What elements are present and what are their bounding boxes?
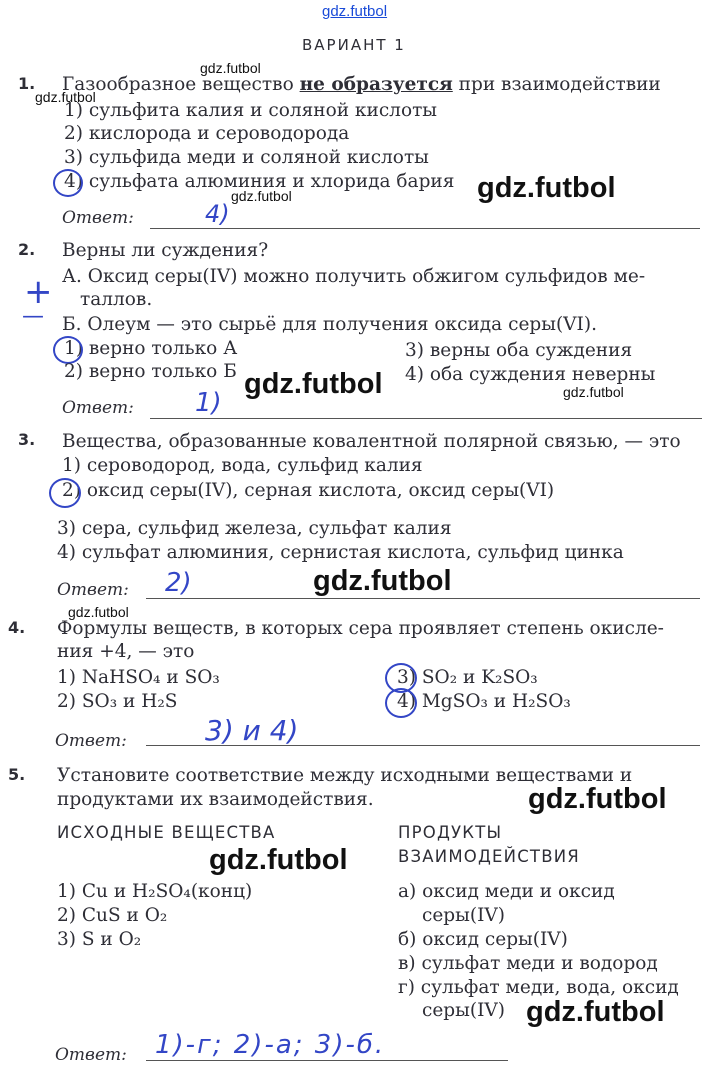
product-d: г) сульфат меди, вода, оксид bbox=[398, 977, 679, 998]
option-selected-circle bbox=[49, 478, 81, 508]
question-text-cont: ния +4, — это bbox=[57, 641, 195, 662]
question-text: Формулы веществ, в которых сера проявляет степень окисле- bbox=[57, 618, 664, 639]
reactant-2: 2) CuS и O₂ bbox=[57, 905, 168, 926]
question-text: Установите соответствие между исходными веществами и bbox=[57, 765, 633, 786]
option-4: 4) сульфат алюминия, сернистая кислота, сульфид цинка bbox=[57, 542, 624, 563]
watermark: gdz.futbol bbox=[526, 996, 665, 1028]
option-3: 3) сульфида меди и соляной кислоты bbox=[64, 147, 429, 168]
option-1: 1) сульфита калия и соляной кислоты bbox=[64, 100, 438, 121]
answer-label: Ответ: bbox=[55, 1045, 127, 1065]
handwritten-answer: 4) bbox=[205, 200, 230, 228]
watermark: gdz.futbol bbox=[563, 384, 624, 400]
option-3: 3) верны оба суждения bbox=[405, 340, 633, 361]
watermark: gdz.futbol bbox=[68, 604, 129, 620]
watermark: gdz.futbol bbox=[244, 368, 383, 400]
option-1: 1) верно только А bbox=[64, 338, 238, 359]
question-text: Верны ли суждения? bbox=[62, 240, 269, 261]
answer-line bbox=[150, 418, 702, 419]
watermark: gdz.futbol bbox=[200, 60, 261, 76]
answer-label: Ответ: bbox=[62, 398, 134, 418]
plus-mark: + bbox=[24, 272, 53, 312]
option-selected-circle bbox=[53, 169, 83, 197]
question-number: 2. bbox=[18, 240, 36, 259]
product-c: в) сульфат меди и водород bbox=[398, 953, 658, 974]
watermark: gdz.futbol bbox=[477, 172, 616, 204]
reactant-3: 3) S и O₂ bbox=[57, 929, 142, 950]
question-number: 5. bbox=[8, 765, 26, 784]
handwritten-answer: 1) bbox=[195, 388, 222, 418]
question-text: Газообразное вещество не образуется при взаимодействии bbox=[62, 74, 661, 95]
right-column-header-cont: ВЗАИМОДЕЙСТВИЯ bbox=[398, 847, 580, 866]
answer-label: Ответ: bbox=[57, 580, 129, 600]
watermark: gdz.futbol bbox=[209, 844, 348, 876]
product-a-cont: серы(IV) bbox=[422, 905, 505, 926]
option-2: 2) оксид серы(IV), серная кислота, оксид серы(VI) bbox=[62, 480, 555, 501]
product-b: б) оксид серы(IV) bbox=[398, 929, 568, 950]
left-column-header: ИСХОДНЫЕ ВЕЩЕСТВА bbox=[57, 823, 276, 842]
question-text: Вещества, образованные ковалентной полярной связью, — это bbox=[62, 431, 681, 452]
answer-line bbox=[146, 1060, 508, 1061]
option-2: 2) SO₃ и H₂S bbox=[57, 691, 178, 712]
option-1: 1) сероводород, вода, сульфид калия bbox=[62, 455, 423, 476]
option-selected-circle bbox=[385, 688, 417, 718]
answer-label: Ответ: bbox=[55, 731, 127, 751]
statement-a-cont: таллов. bbox=[80, 289, 153, 310]
option-4: 4) оба суждения неверны bbox=[405, 364, 656, 385]
question-number: 3. bbox=[18, 430, 36, 449]
watermark-link[interactable]: gdz.futbol bbox=[322, 3, 388, 20]
statement-a: А. Оксид серы(IV) можно получить обжигом сульфидов ме- bbox=[62, 266, 646, 287]
product-d-cont: серы(IV) bbox=[422, 1000, 505, 1021]
answer-label: Ответ: bbox=[62, 208, 134, 228]
reactant-1: 1) Cu и H₂SO₄(конц) bbox=[57, 881, 253, 902]
question-text-cont: продуктами их взаимодействия. bbox=[57, 789, 374, 810]
handwritten-answer: 1)-г; 2)-а; 3)-б. bbox=[155, 1030, 386, 1060]
watermark: gdz.futbol bbox=[35, 89, 96, 105]
option-4: 4) MgSO₃ и H₂SO₃ bbox=[397, 691, 571, 712]
right-column-header: ПРОДУКТЫ bbox=[398, 823, 503, 842]
option-4: 4) сульфата алюминия и хлорида бария bbox=[64, 171, 455, 192]
handwritten-answer: 3) и 4) bbox=[205, 714, 299, 747]
question-number: 1. bbox=[18, 74, 36, 93]
option-3: 3) SO₂ и K₂SO₃ bbox=[397, 667, 538, 688]
product-a: а) оксид меди и оксид bbox=[398, 881, 615, 902]
question-number: 4. bbox=[8, 618, 26, 637]
minus-mark: — bbox=[22, 304, 44, 329]
answer-line bbox=[146, 598, 700, 599]
watermark: gdz.futbol bbox=[528, 783, 667, 815]
option-2: 2) кислорода и сероводорода bbox=[64, 123, 350, 144]
watermark: gdz.futbol bbox=[313, 565, 452, 597]
option-1: 1) NaHSO₄ и SO₃ bbox=[57, 667, 220, 688]
answer-line bbox=[150, 228, 700, 229]
statement-b: Б. Олеум — это сырьё для получения оксида серы(VI). bbox=[62, 314, 597, 335]
option-2: 2) верно только Б bbox=[64, 361, 237, 382]
option-selected-circle bbox=[53, 336, 83, 364]
variant-heading: ВАРИАНТ 1 bbox=[302, 36, 406, 54]
option-3: 3) сера, сульфид железа, сульфат калия bbox=[57, 518, 452, 539]
handwritten-answer: 2) bbox=[165, 568, 192, 598]
watermark: gdz.futbol bbox=[231, 188, 292, 204]
